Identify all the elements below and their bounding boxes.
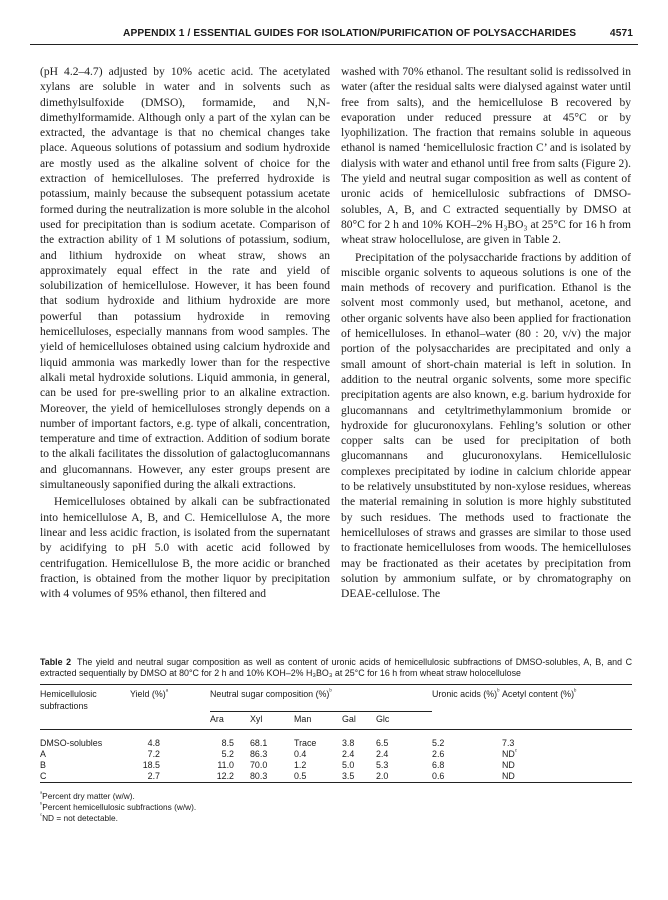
cell-xyl: 86.3 [250, 748, 268, 759]
cell-glc: 2.0 [376, 771, 389, 782]
cell-glc: 5.3 [376, 759, 389, 770]
cell-xyl: 80.3 [250, 771, 268, 782]
right-paragraph-1 [341, 65, 631, 249]
cell-xyl: 68.1 [250, 737, 268, 748]
cell-xyl: 70.0 [250, 759, 268, 770]
cell-man: Trace [294, 737, 317, 748]
cell-fraction: DMSO-solubles [40, 737, 103, 748]
cell-acetyl: 7.3 [502, 737, 515, 748]
cell-acetyl: ND [502, 759, 515, 770]
running-title: APPENDIX 1 / ESSENTIAL GUIDES FOR ISOLATION/PURIFICATION OF POLYSACCHARIDES [123, 28, 577, 39]
right-column [341, 65, 631, 602]
cell-yield: 4.8 [147, 737, 160, 748]
running-header [30, 28, 638, 45]
left-column [40, 65, 330, 602]
cell-ara: 8.5 [221, 737, 234, 748]
footnote: $^ᶜ$ND = not detectable. [40, 812, 118, 823]
footnote: $^ᵃ$Percent dry matter (w/w). [40, 791, 135, 802]
sugar-header-man: Man [294, 714, 312, 725]
cell-man: 0.5 [294, 771, 307, 782]
sugar-header-gal: Gal [342, 714, 356, 725]
col-header-acetyl: Acetyl content (%)$^ᵇ$ [502, 688, 577, 700]
table-row [40, 749, 632, 760]
cell-gal: 5.0 [342, 759, 355, 770]
col-header-fraction: Hemicellulosic subfractions [40, 689, 97, 711]
sugar-header-xyl: Xyl [250, 714, 263, 725]
cell-yield: 7.2 [147, 748, 160, 759]
cell-ara: 5.2 [221, 748, 234, 759]
cell-gal: 2.4 [342, 748, 355, 759]
table-2 [40, 657, 632, 823]
cell-yield: 18.5 [142, 759, 160, 770]
table-footnotes [40, 791, 632, 823]
sugar-header-ara: Ara [210, 714, 224, 725]
table-header-row [40, 685, 632, 711]
cell-gal: 3.8 [342, 737, 355, 748]
left-paragraph-2: Hemicelluloses obtained by alkali can be subfractionated into hemicellulose A, B, and C. Hemicellulose A, the more linear and less acidic fraction, is isolated from the supernatant by acidifying to pH 5.0 with acetic acid followed by centrifugation. Hemicellulose B, the more acidic or branched fraction, is obtained from the mother liquor by precipitation with 4 volumes of 95% ethanol, then filtered and [40, 496, 330, 601]
cell-man: 1.2 [294, 759, 307, 770]
footnote: $^ᵇ$Percent hemicellulosic subfractions (w/w). [40, 801, 197, 812]
cell-uronic: 6.8 [432, 759, 445, 770]
data-table [40, 685, 632, 783]
table-row [40, 760, 632, 771]
cell-gal: 3.5 [342, 771, 355, 782]
cell-uronic: 2.6 [432, 748, 445, 759]
table-caption-text: The yield and neutral sugar composition as well as content of uronic acids of hemicellulosic subfractions of DMSO-solubles, A, B, and C extracted sequentially by DMSO at 80°C for 2 h and 10% KOH–2% H₃BO₃ at 25°C for 16 h from wheat straw holocellulose [40, 657, 633, 679]
cell-ara: 11.0 [217, 759, 234, 770]
cell-yield: 2.7 [147, 771, 160, 782]
col-header-sugar: Neutral sugar composition (%)$^ᵇ$ [210, 685, 432, 711]
page-number: 4571 [609, 28, 633, 39]
col-header-uronic: Uronic acids (%)$^ᵇ$ [432, 688, 500, 700]
cell-acetyl: $ND^ᶜ$ [502, 747, 518, 759]
table-row [40, 771, 632, 783]
cell-glc: 2.4 [376, 748, 389, 759]
cell-fraction: C [40, 771, 47, 782]
cell-acetyl: ND [502, 771, 515, 782]
cell-ara: 12.2 [216, 771, 234, 782]
cell-glc: 6.5 [376, 737, 389, 748]
cell-uronic: 0.6 [432, 771, 445, 782]
table-caption [40, 657, 632, 679]
left-paragraph-1: (pH 4.2–4.7) adjusted by 10% acetic acid. The acetylated xylans are soluble in water and in solvents such as dimethylsulfoxide (DMSO), formamide, and N,N-dimethylformamide. Although only a part of the xylan can be extracted, the advantage is that no chemical changes take place. Aqueous solutions of potassium and sodium hydroxide are mostly used as the alkaline solvent of choice for the extraction of hemicelluloses. The preferred hydroxide is potassium, mainly because the subsequent potassium acetate formed during the neutralization is more soluble in the alcohol used for precipitation than is sodium acetate. Comparison of the extraction ability of 1 M solutions of potassium, sodium, and lithium hydroxide on wheat straw, shows an approximately equal effect in the rate and yield of solubilization of hemicellulose. However, it has been found that sodium hydroxide and lithium hydroxide are more powerful than potassium hydroxide in removing hemicelluloses, especially mannans from wood samples. The yield of hemicelluloses obtained using calcium hydroxide and liquid ammonia was markedly lower than for the respective alkali metal hydroxide solutions. Liquid ammonia, in general, can be used for pre-swelling prior to an alkaline extraction. Moreover, the yield of hemicelluloses strongly depends on a number of important factors, e.g. type of alkali, concentration, temperature and time of extraction. Addition of sodium borate to the alkali facilitates the dissolution of galactoglucomannans and glucomannans. However, any ester groups present are simultaneously saponified during the alkali extractions. [40, 66, 330, 492]
table-bottom-rule [40, 783, 632, 784]
table-label: Table 2 [40, 657, 72, 667]
table-row [40, 730, 632, 749]
sugar-header-glc: Glc [376, 714, 390, 725]
table-subheader-row [40, 712, 632, 729]
table-reference: Table 2. [523, 234, 561, 247]
cell-fraction: A [40, 748, 46, 759]
cell-uronic: 5.2 [432, 737, 445, 748]
right-paragraph-1-text: washed with 70% ethanol. The resultant solid is redissolved in water (after the residual salts were dialysed against water until free from salts), and the hemicellulose B recovered by evaporation under reduced pressure at 45°C or by lyophilization. The fraction that remains soluble in aqueous ethanol is named ‘hemicellulosic fraction C’ and is isolated by dialysis with water and ethanol until free from salts (Figure 2). The yield and neutral sugar composition as well as content of uronic acids of hemicellulosic subfractions of DMSO-solubles, A, B, and C extracted sequentially by DMSO at 80°C for 2 h and 10% KOH–2% H₃BO₃ at 25°C for 16 h from wheat straw holocellulose, are given in [341, 66, 631, 247]
col-header-yield: Yield (%)$^ᵃ$ [130, 688, 169, 700]
cell-man: 0.4 [294, 748, 307, 759]
cell-fraction: B [40, 759, 46, 770]
right-paragraph-2: Precipitation of the polysaccharide fractions by addition of miscible organic solvents to aqueous solutions is one of the main methods of recovery and purification. Ethanol is the solvent most commonly used, but methanol, acetone, and other organic solvents have also been applied for fractionation of hemicelluloses. In ethanol–water (80 : 20, v/v) the major portion of the polysaccharides are precipitated and only a small amount of short-chain material is left in solution. In addition to the neutral organic solvents, some more specific precipitation agents are also known, e.g. barium hydroxide for glucomannans and cetyltrimethylammonium bromide or hydroxide for glucuronoxylans. Fehling’s solution or other copper salts can be used for precipitation of both glucomannans and glucuronoxylans. Hemicellulosic complexes precipitated by iodine in calcium chloride appear to be relatively unsubstituted by non-xylose residues, whereas the material remaining in solution is more highly substituted by such residues. The methods used to fractionate the hemicelluloses of straws and grasses are similar to those used to fractionate hemicelluloses from woods. The hemicelluloses may be fractionated as their acetates by precipitation from solution by ammonium sulfate, or by chromatography on DEAE-cellulose. The [341, 251, 631, 601]
